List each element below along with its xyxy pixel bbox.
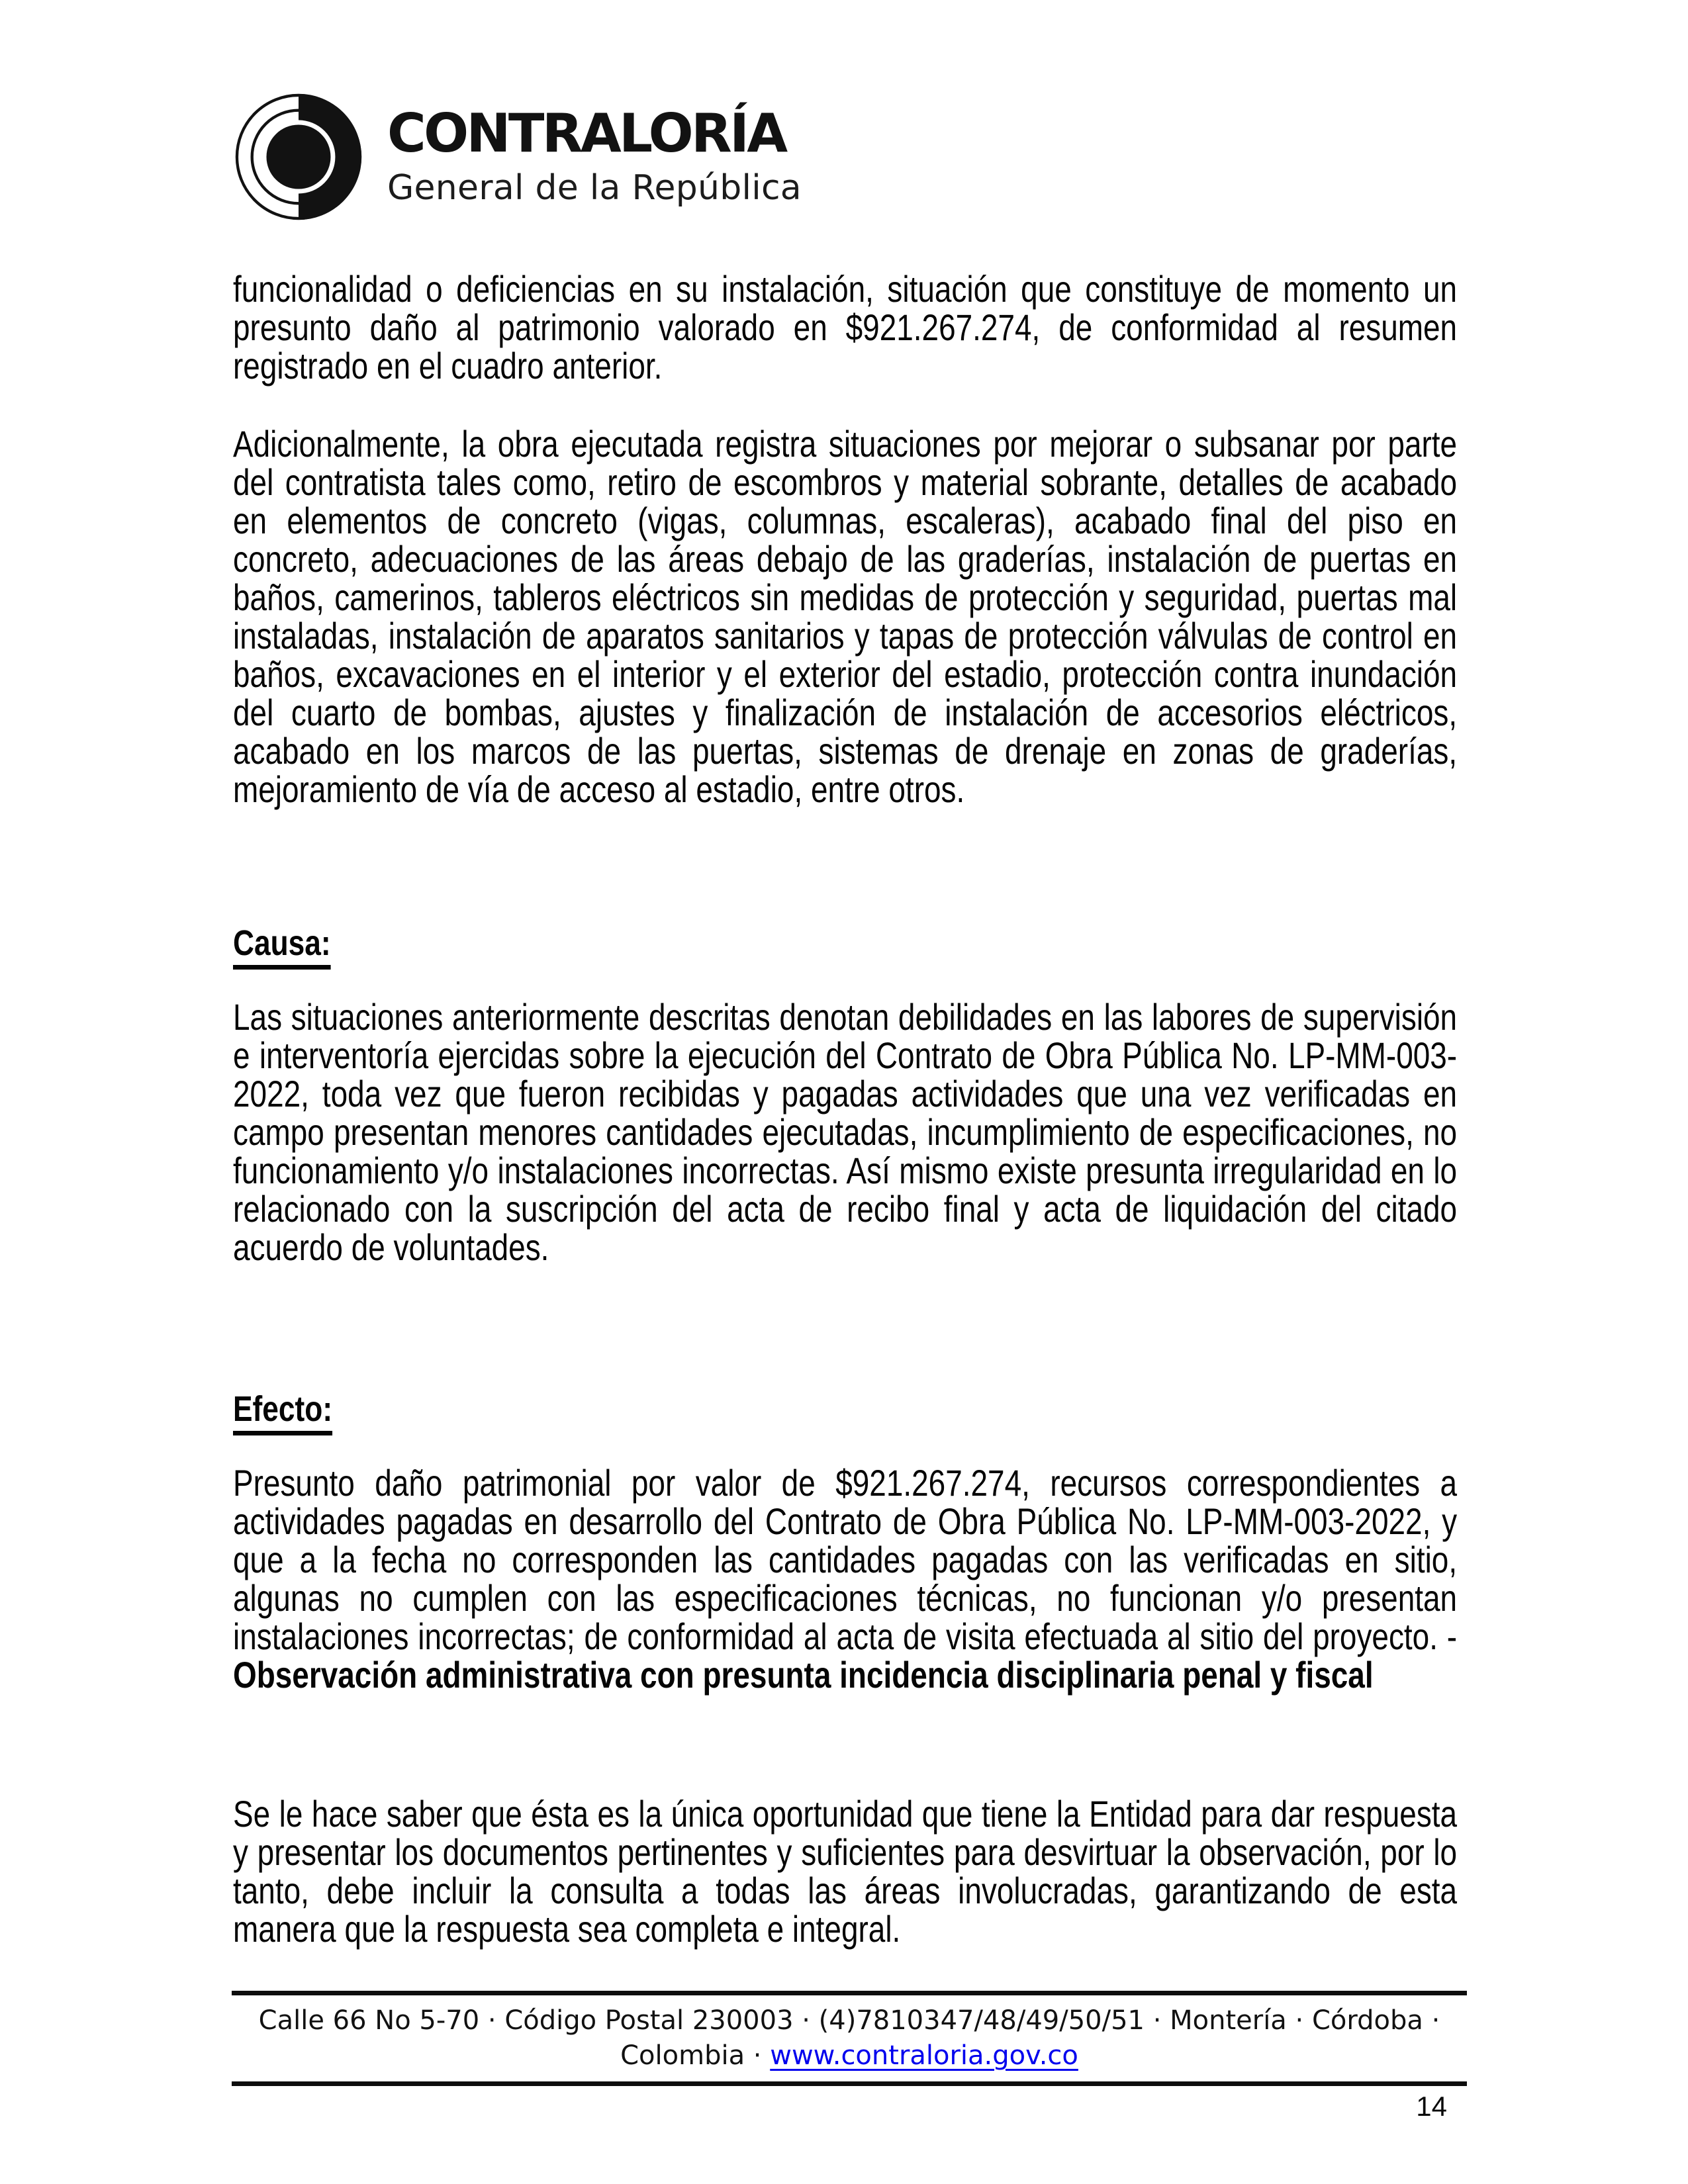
logo-subtitle: General de la República bbox=[387, 168, 802, 208]
causa-heading bbox=[233, 924, 331, 970]
efecto-heading bbox=[233, 1390, 332, 1435]
contraloria-website-link[interactable]: www.contraloria.gov.co bbox=[770, 2040, 1078, 2071]
efecto-paragraph-normal: Presunto daño patrimonial por valor de $921.267.274, recursos correspondientes a actividades pagadas en desarrollo del Contrato de Obra Pública No. LP-MM-003-2022, y que a la fecha no corresponden las cantidades pagadas con las verificadas en sitio, algunas no cumplen con las especificaciones técnicas, no funcionan y/o presentan instalaciones incorrectas; de conformidad al acta de visita efectuada al sitio del proyecto. - bbox=[233, 1462, 1458, 1657]
causa-paragraph: Las situaciones anteriormente descritas denotan debilidades en las labores de supervisión e interventoría ejercidas sobre la ejecución del Contrato de Obra Pública No. LP-MM-003-2022, toda vez que fueron recibidas y pagadas actividades que una vez verificadas en campo presentan menores cantidades ejecutadas, incumplimiento de especificaciones, no funcionamiento y/o instalaciones incorrectas. Así mismo existe presunta irregularidad en lo relacionado con la suscripción del acta de recibo final y acta de liquidación del citado acuerdo de voluntades. bbox=[233, 996, 1458, 1268]
causa-heading-text: Causa: bbox=[233, 924, 331, 970]
efecto-heading-text: Efecto: bbox=[233, 1390, 332, 1435]
footer-bottom-rule bbox=[232, 2081, 1467, 2086]
paragraph-intro: funcionalidad o deficiencias en su instalación, situación que constituye de momento un presunto daño al patrimonio valorado en $921.267.274, de conformidad al resumen registrado en el cuadro anterior. bbox=[233, 268, 1458, 387]
closing-paragraph: Se le hace saber que ésta es la única oportunidad que tiene la Entidad para dar respuesta y presentar los documentos pertinentes y suficientes para desvirtuar la observación, por lo tanto, debe incluir la consulta a todas las áreas involucradas, garantizando de esta manera que la respuesta sea completa e integral. bbox=[233, 1793, 1458, 1950]
paragraph-obra-ejecutada: Adicionalmente, la obra ejecutada registra situaciones por mejorar o subsanar por parte del contratista tales como, retiro de escombros y material sobrante, detalles de acabado en elementos de concreto (vigas, columnas, escaleras), acabado final del piso en concreto, adecuaciones de las áreas debajo de las graderías, instalación de puertas en baños, camerinos, tableros eléctricos sin medidas de protección y seguridad, puertas mal instaladas, instalación de aparatos sanitarios y tapas de protección válvulas de control en baños, excavaciones en el interior y el exterior del estadio, protección contra inundación del cuarto de bombas, ajustes y finalización de instalación de accesorios eléctricos, acabado en los marcos de las puertas, sistemas de drenaje en zonas de graderías, mejoramiento de vía de acceso al estadio, entre otros. bbox=[233, 423, 1458, 810]
footer-web-line bbox=[232, 2038, 1467, 2073]
letterhead bbox=[387, 105, 802, 208]
footer-country: Colombia · bbox=[620, 2040, 771, 2071]
footer-top-rule bbox=[232, 1991, 1467, 1995]
footer-address-line: Calle 66 No 5-70 · Código Postal 230003 · (4)7810347/48/49/50/51 · Montería · Córdoba · bbox=[258, 2005, 1440, 2036]
cgr-emblem-icon bbox=[233, 91, 364, 222]
efecto-paragraph-bold: Observación administrativa con presunta incidencia disciplinaria penal y fiscal bbox=[233, 1654, 1374, 1696]
efecto-paragraph bbox=[233, 1464, 1457, 1694]
page-number: 14 bbox=[1416, 2091, 1447, 2122]
logo-title: CONTRALORÍA bbox=[387, 103, 786, 164]
page-footer bbox=[232, 1991, 1467, 2123]
